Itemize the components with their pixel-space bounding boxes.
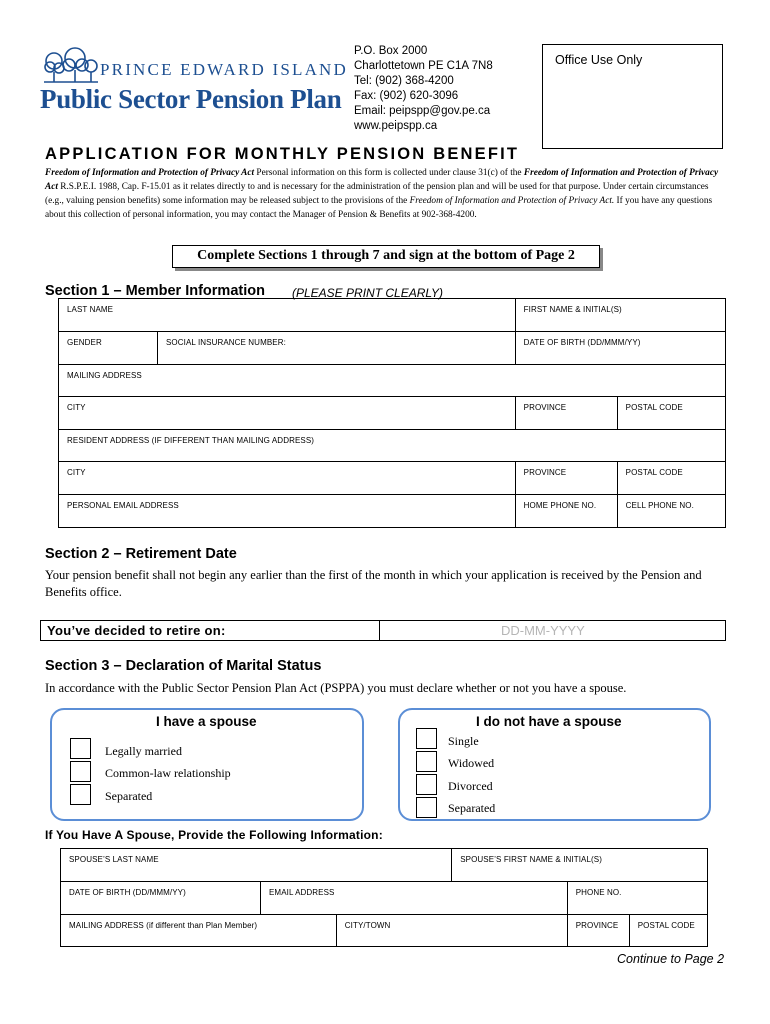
retirement-date-input[interactable]: DD-MM-YYYY <box>501 623 585 638</box>
sin-field[interactable]: SOCIAL INSURANCE NUMBER: <box>158 332 516 365</box>
section1-note: (PLEASE PRINT CLEARLY) <box>292 286 443 300</box>
privacy-text-3: If you have any questions about this collection of personal information, you may contact the Manager of Pension & Benefits at 902-368-4200. <box>45 196 713 220</box>
retirement-date-divider <box>379 621 380 640</box>
have-spouse-panel <box>50 708 364 821</box>
privacy-text-1: Personal information on this form is collected under clause 31(c) of the <box>254 168 524 178</box>
common-law-label: Common-law relationship <box>105 766 231 780</box>
privacy-act-ref: Freedom of Information and Protection of Privacy Act <box>45 168 719 192</box>
legally-married-label: Legally married <box>105 744 182 758</box>
privacy-act-ref-2: Freedom of Information and Protection of Privacy Act. <box>409 196 615 206</box>
city-field[interactable]: CITY <box>59 397 516 430</box>
contact-email: Email: peipspp@gov.pe.ca <box>354 105 491 117</box>
common-law-checkbox[interactable] <box>70 761 91 782</box>
resident-postal-code-field[interactable]: POSTAL CODE <box>617 462 725 495</box>
spouse-email-field[interactable]: EMAIL ADDRESS <box>261 882 568 915</box>
contact-po-box: P.O. Box 2000 <box>354 45 428 57</box>
widowed-checkbox[interactable] <box>416 751 437 772</box>
spouse-last-name-field[interactable]: SPOUSE’S LAST NAME <box>61 849 452 882</box>
no-spouse-panel <box>398 708 711 821</box>
continue-note: Continue to Page 2 <box>617 952 725 966</box>
tree-logo-icon <box>42 46 100 84</box>
first-name-field[interactable]: FIRST NAME & INITIAL(S) <box>515 299 725 332</box>
divorced-checkbox[interactable] <box>416 774 437 795</box>
have-spouse-title: I have a spouse <box>156 714 257 729</box>
section2-body: Your pension benefit shall not begin any earlier than the first of the month in which your application is received by the Pension and Benefits office. <box>45 568 702 599</box>
single-checkbox[interactable] <box>416 728 437 749</box>
org-name-line1: PRINCE EDWARD ISLAND <box>100 60 348 79</box>
email-field[interactable]: PERSONAL EMAIL ADDRESS <box>59 495 516 528</box>
legally-married-checkbox[interactable] <box>70 738 91 759</box>
separated-label: Separated <box>105 789 153 803</box>
privacy-notice <box>45 166 725 222</box>
office-use-label: Office Use Only <box>555 53 643 67</box>
resident-province-field[interactable]: PROVINCE <box>515 462 617 495</box>
privacy-act-lead: Freedom of Information and Protection of Privacy Act <box>45 168 255 178</box>
dob-field[interactable]: DATE OF BIRTH (DD/MMM/YY) <box>515 332 725 365</box>
spouse-postal-code-field[interactable]: POSTAL CODE <box>629 915 707 947</box>
widowed-label: Widowed <box>448 756 495 770</box>
no-spouse-title: I do not have a spouse <box>476 714 622 729</box>
contact-website: www.peipspp.ca <box>354 120 438 132</box>
province-field[interactable]: PROVINCE <box>515 397 617 430</box>
org-name-line2: Public Sector Pension Plan <box>40 84 342 114</box>
spouse-first-name-field[interactable]: SPOUSE’S FIRST NAME & INITIAL(S) <box>452 849 708 882</box>
privacy-text-2: R.S.P.E.I. 1988, Cap. F-15.01 as it relates directly to and is necessary for the administration of the pension plan and will be used for that purpose. Under certain circumstances (e.g., valuing pension benefits) some information may be released subject to the provisions of the <box>45 182 709 206</box>
separated-checkbox[interactable] <box>70 784 91 805</box>
section3-heading: Section 3 – Declaration of Marital Status <box>45 658 322 674</box>
postal-code-field[interactable]: POSTAL CODE <box>617 397 725 430</box>
section2-heading: Section 2 – Retirement Date <box>45 546 237 562</box>
last-name-field[interactable]: LAST NAME <box>59 299 516 332</box>
section1-heading: Section 1 – Member Information <box>45 283 265 299</box>
section3-body: In accordance with the Public Sector Pension Plan Act (PSPPA) you must declare whether or not you have a spouse. <box>45 681 627 695</box>
spouse-dob-field[interactable]: DATE OF BIRTH (DD/MMM/YY) <box>61 882 261 915</box>
office-use-box <box>542 44 723 149</box>
mailing-address-field[interactable]: MAILING ADDRESS <box>59 365 726 397</box>
divorced-label: Divorced <box>448 779 493 793</box>
contact-info <box>354 44 493 134</box>
spouse-city-field[interactable]: CITY/TOWN <box>336 915 567 947</box>
retirement-date-label: You’ve decided to retire on: <box>47 623 226 638</box>
resident-city-field[interactable]: CITY <box>59 462 516 495</box>
cell-phone-field[interactable]: CELL PHONE NO. <box>617 495 725 528</box>
no-spouse-separated-checkbox[interactable] <box>416 797 437 818</box>
member-info-table <box>58 298 726 528</box>
retirement-date-row <box>40 620 726 641</box>
spouse-phone-field[interactable]: PHONE NO. <box>567 882 707 915</box>
contact-fax: Fax: (902) 620-3096 <box>354 90 459 102</box>
spouse-mailing-address-field[interactable]: MAILING ADDRESS (if different than Plan Member) <box>61 915 337 947</box>
contact-tel: Tel: (902) 368-4200 <box>354 75 454 87</box>
spouse-info-heading: If You Have A Spouse, Provide the Following Information: <box>45 828 383 842</box>
home-phone-field[interactable]: HOME PHONE NO. <box>515 495 617 528</box>
contact-city: Charlottetown PE C1A 7N8 <box>354 60 493 72</box>
single-label: Single <box>448 734 479 748</box>
form-title: APPLICATION FOR MONTHLY PENSION BENEFIT <box>45 145 520 163</box>
gender-field[interactable]: GENDER <box>59 332 158 365</box>
spouse-province-field[interactable]: PROVINCE <box>567 915 629 947</box>
spouse-info-table <box>60 848 708 947</box>
resident-address-field[interactable]: RESIDENT ADDRESS (IF DIFFERENT THAN MAILING ADDRESS) <box>59 430 726 462</box>
no-spouse-separated-label: Separated <box>448 801 496 815</box>
instruction-banner: Complete Sections 1 through 7 and sign at the bottom of Page 2 <box>172 245 600 268</box>
